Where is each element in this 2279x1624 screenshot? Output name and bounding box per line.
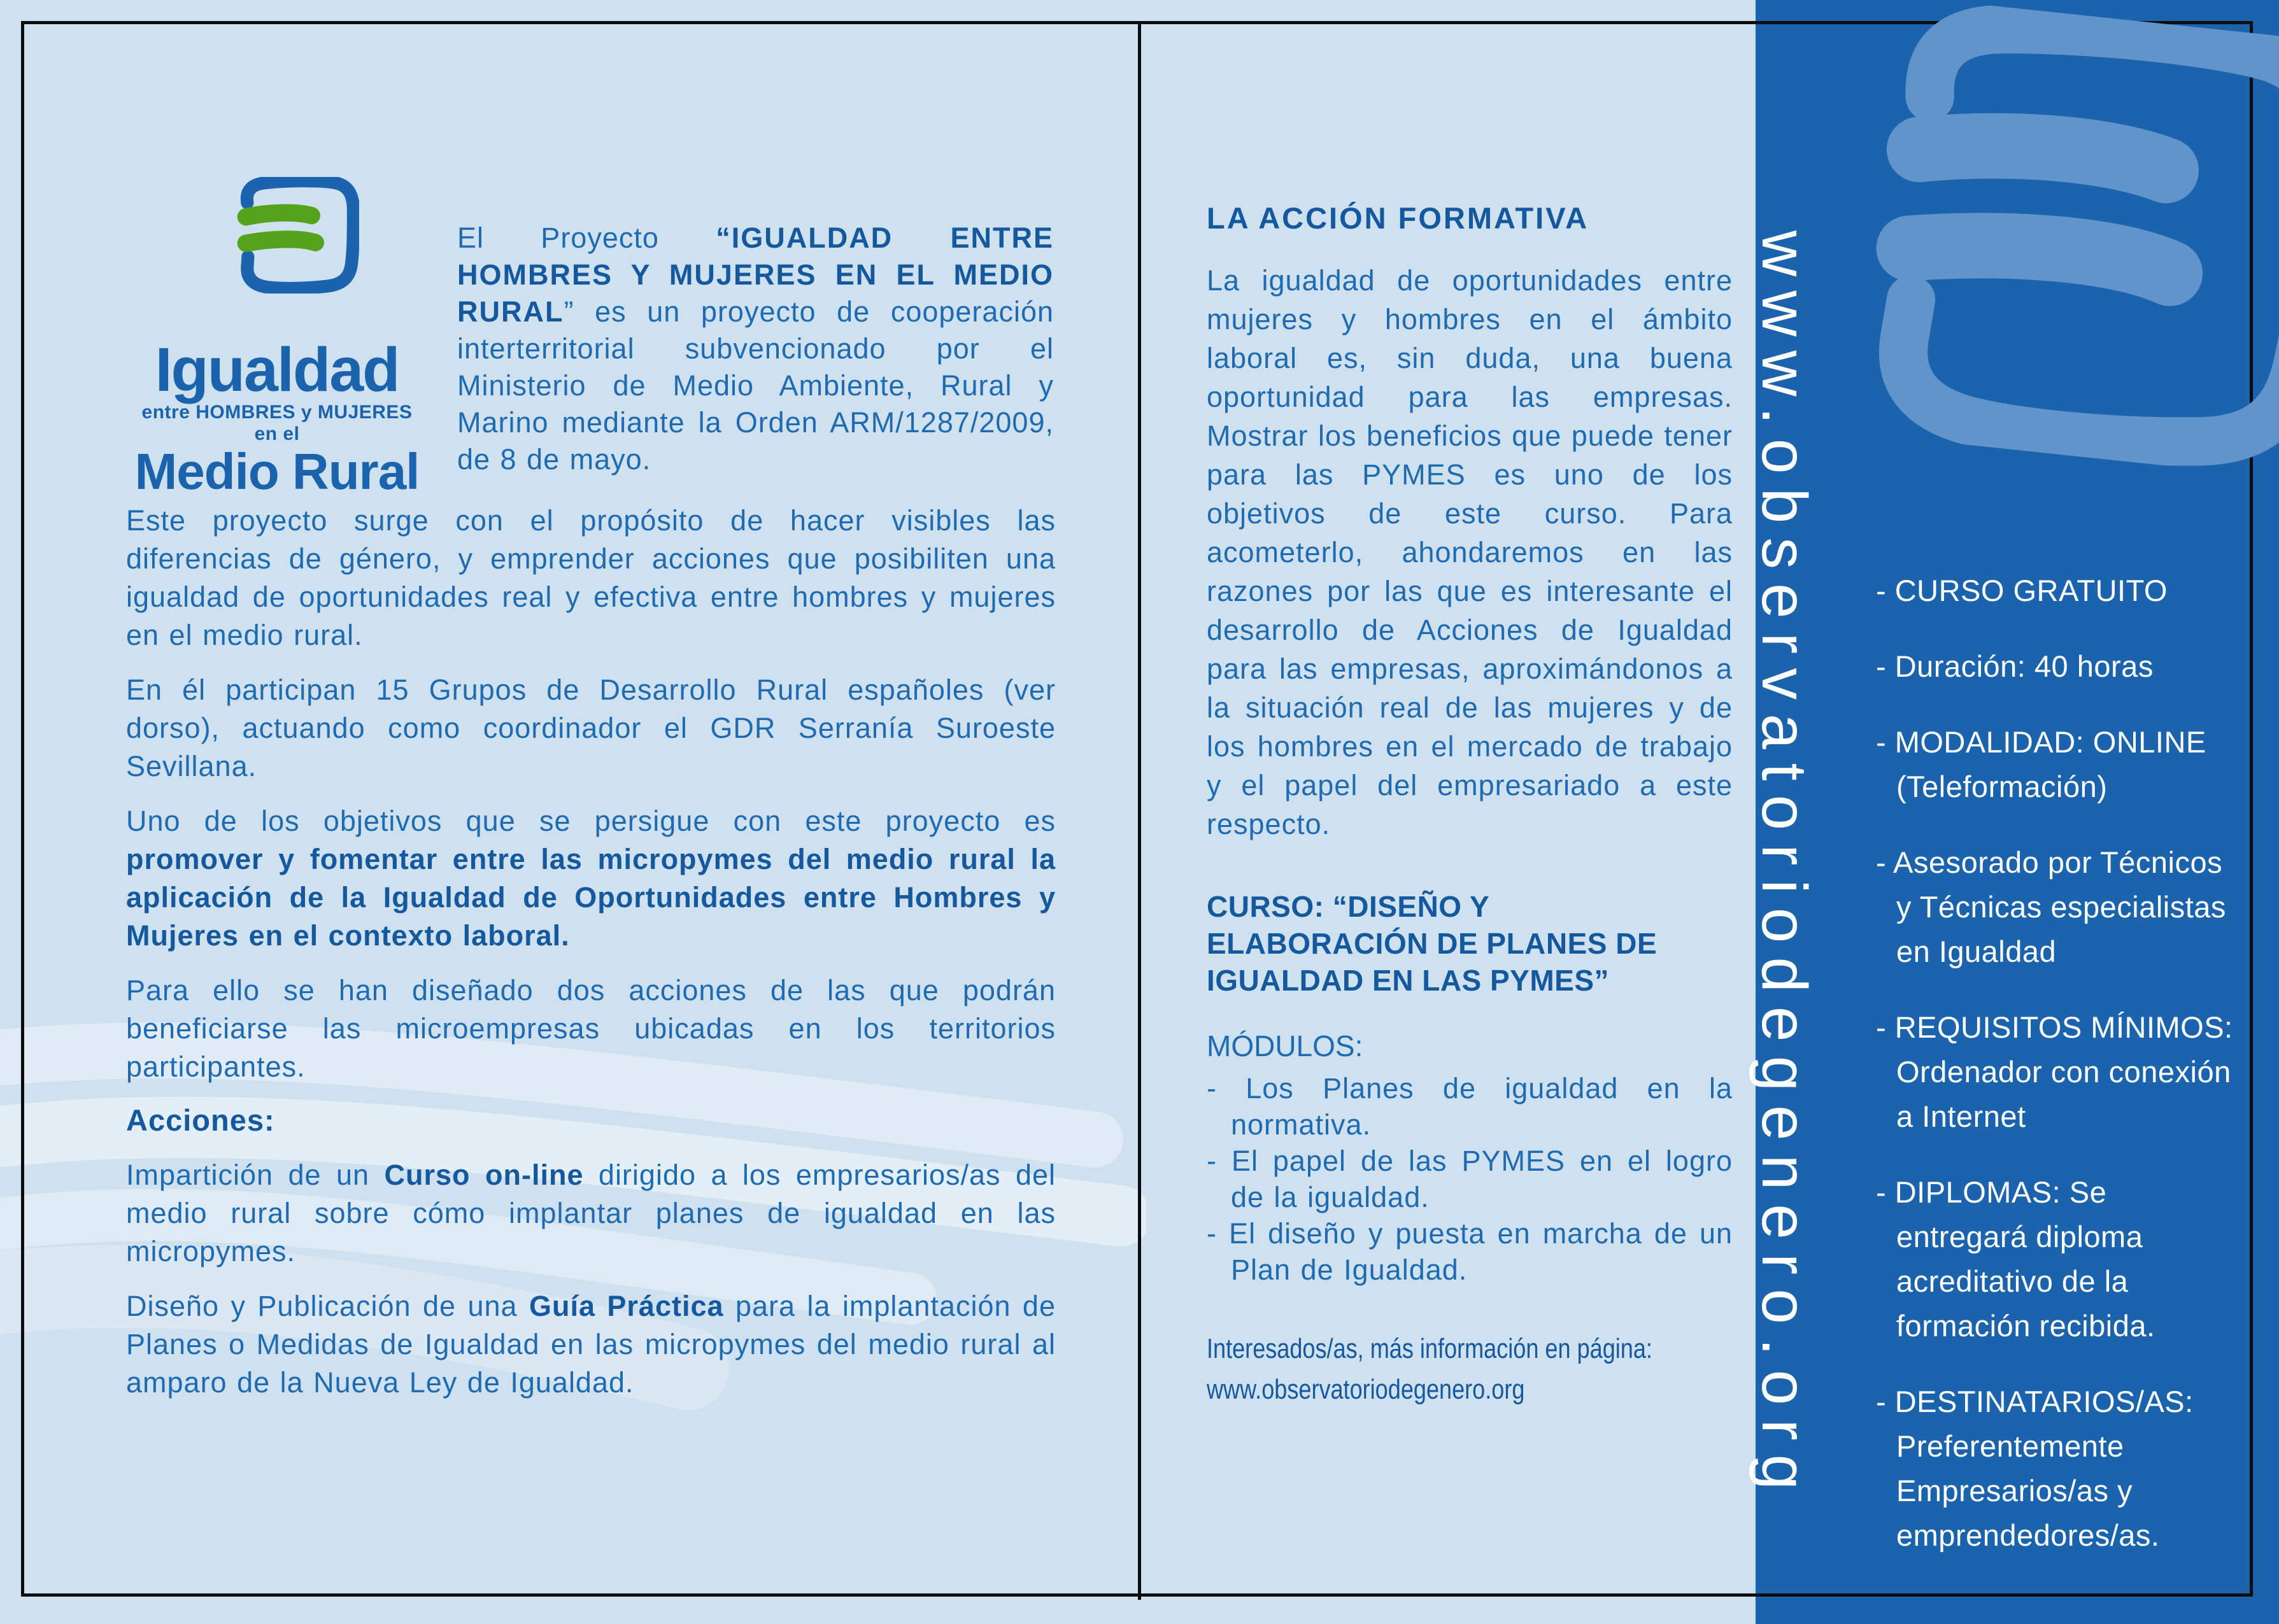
contact-url: www.observatoriodegenero.org [1207, 1374, 1525, 1405]
paragraph: Diseño y Publicación de una Guía Práctica para la implantación de Planes o Medidas de Igualdad en las micropymes del medio rural al amparo de la Nueva Ley de Igualdad. [126, 1290, 1056, 1399]
modules-list [1207, 1070, 1733, 1288]
module-item: - Los Planes de igualdad en la normativa. [1207, 1072, 1733, 1141]
equality-logo-icon [224, 177, 359, 293]
course-fact-item: - REQUISITOS MÍNIMOS: Ordenador con conexión a Internet [1876, 1010, 2233, 1133]
course-fact-item: - MODALIDAD: ONLINE (Teleformación) [1876, 725, 2206, 803]
module-item: - El diseño y puesta en marcha de un Plan de Igualdad. [1207, 1217, 1733, 1286]
course-heading: CURSO: “DISEÑO Y ELABORACIÓN DE PLANES DE IGUALDAD EN LAS PYMES” [1207, 890, 1658, 997]
course-facts-list [1876, 568, 2245, 1589]
paragraph: Este proyecto surge con el propósito de hacer visibles las diferencias de género, y emprender acciones que posibiliten una igualdad de oportunidades real y efectiva entre hombres y mujeres en el medio rural. [126, 504, 1056, 651]
paragraph: Para ello se han diseñado dos acciones de las que podrán beneficiarse las microempresas ubicadas en los territorios participantes. [126, 974, 1056, 1083]
logo-title: Igualdad [155, 335, 399, 404]
contact-line: Interesados/as, más información en página: [1207, 1333, 1652, 1364]
left-column-text [126, 502, 1056, 1418]
paragraph: Uno de los objetivos que se persigue con este proyecto es promover y fomentar entre las micropymes del medio rural la aplicación de la Igualdad de Oportunidades entre Hombres y Mujeres en el contexto laboral. [126, 805, 1056, 952]
course-fact-item: - CURSO GRATUITO [1876, 574, 2168, 607]
section-heading: LA ACCIÓN FORMATIVA [1207, 201, 1589, 235]
course-fact-item: - DESTINATARIOS/AS: Preferentemente Empresarios/as y emprendedores/as. [1876, 1385, 2194, 1552]
vertical-website-url: www.observatoriodegenero.org [1749, 230, 1820, 1504]
module-item: - El papel de las PYMES en el logro de la igualdad. [1207, 1145, 1733, 1213]
logo-wordmark [131, 335, 423, 500]
course-fact-item: - Asesorado por Técnicos y Técnicas especialistas en Igualdad [1876, 845, 2226, 968]
intro-paragraph: El Proyecto “IGUALDAD ENTRE HOMBRES Y MUJERES EN EL MEDIO RURAL” es un proyecto de cooperación interterritorial subvencionado por el Ministerio de Medio Ambiente, Rural y Marino mediante la Orden ARM/1287/2009, de 8 de mayo. [457, 222, 1054, 476]
logo-watermark-icon [1807, 0, 2279, 481]
logo-subtitle: entre HOMBRES y MUJERES en el [141, 402, 413, 444]
course-fact-item: - DIPLOMAS: Se entregará diploma acreditativo de la formación recibida. [1876, 1175, 2155, 1343]
paragraph: En él participan 15 Grupos de Desarrollo Rural españoles (ver dorso), actuando como coordinador el GDR Serranía Suroeste Sevillana. [126, 674, 1056, 782]
modules-label: MÓDULOS: [1207, 1029, 1363, 1063]
paragraph: Impartición de un Curso on-line dirigido a los empresarios/as del medio rural sobre cómo implantar planes de igualdad en las micropymes. [126, 1159, 1056, 1267]
contact-info [1207, 1329, 1733, 1410]
section-body: La igualdad de oportunidades entre mujeres y hombres en el ámbito laboral es, sin duda, una buena oportunidad para las empresas. Mostrar los beneficios que puede tener para las PYMES es uno de los objetivos de este curso. Para acometerlo, ahondaremos en las razones por las que es interesante el desarrollo de Acciones de Igualdad para las empresas, aproximándonos a la situación real de las mujeres y de los hombres en el mercado de trabajo y el papel del empresariado a este respecto. [1207, 264, 1733, 840]
panel-fold-divider [1138, 21, 1141, 1600]
middle-column [1207, 201, 1733, 1410]
acciones-heading: Acciones: [126, 1103, 275, 1137]
course-fact-item: - Duración: 40 horas [1876, 649, 2154, 683]
logo-title2: Medio Rural [134, 443, 420, 500]
